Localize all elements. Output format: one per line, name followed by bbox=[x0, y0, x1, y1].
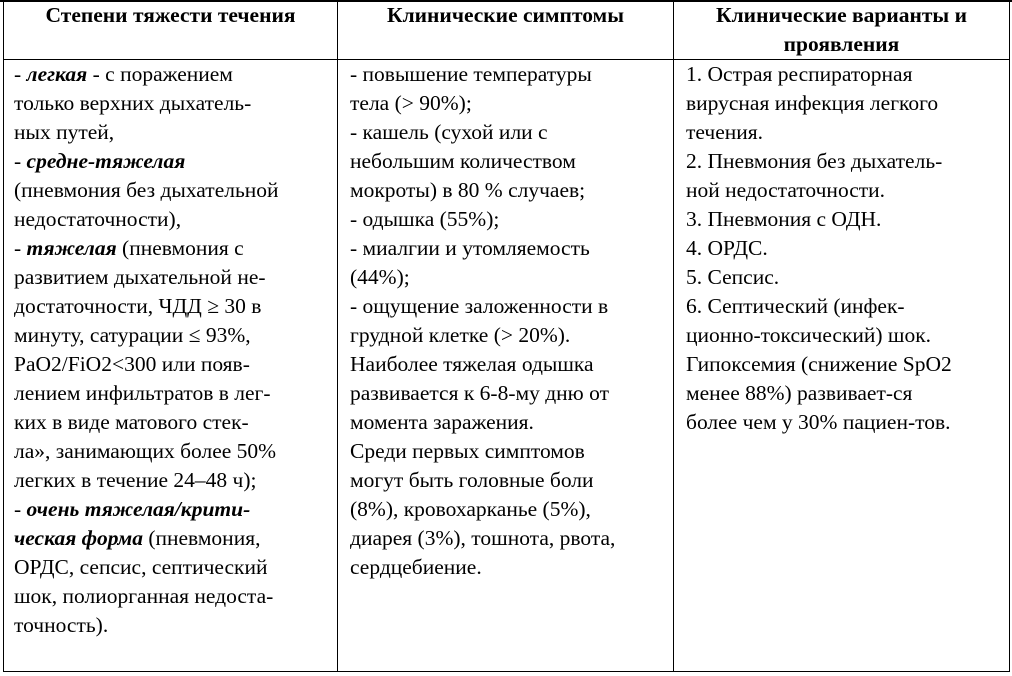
variant-line: менее 88%) развивает-ся bbox=[686, 381, 913, 405]
variant-line: 2. Пневмония без дыхатель- bbox=[686, 149, 943, 173]
symptom-line: могут быть головные боли bbox=[350, 468, 594, 492]
symptom-line: - ощущение заложенности в bbox=[350, 294, 609, 318]
text-fragment: (пневмония, bbox=[142, 526, 261, 550]
variant-line: ной недостаточности. bbox=[686, 178, 886, 202]
symptom-line: небольшим количеством bbox=[350, 149, 576, 173]
symptom-line: развивается к 6-8-му дню от bbox=[350, 381, 609, 405]
covid-severity-table bbox=[3, 0, 1010, 672]
severity-line: достаточности, ЧДД ≥ 30 в bbox=[14, 294, 262, 318]
severity-line bbox=[14, 234, 329, 263]
symptoms-cell bbox=[338, 60, 674, 672]
severity-critical-term: ческая форма bbox=[14, 526, 143, 550]
severity-line: развитием дыхательной не- bbox=[14, 265, 266, 289]
severity-severe-term: тяжелая bbox=[26, 236, 117, 260]
severity-mild-term: легкая bbox=[26, 62, 88, 86]
variant-line: ционно-токсический) шок. bbox=[686, 323, 932, 347]
bullet-dash: - bbox=[14, 149, 27, 173]
severity-line bbox=[14, 60, 329, 89]
text-fragment: - с поражением bbox=[87, 62, 233, 86]
variant-line: вирусная инфекция легкого bbox=[686, 91, 939, 115]
symptom-line: тела (> 90%); bbox=[350, 91, 472, 115]
variant-line: 5. Сепсис. bbox=[686, 265, 780, 289]
header-symptoms: Клинические симптомы bbox=[338, 1, 674, 60]
symptom-line: момента заражения. bbox=[350, 410, 534, 434]
symptom-line: (44%); bbox=[350, 265, 410, 289]
severity-line: ОРДС, сепсис, септический bbox=[14, 555, 268, 579]
severity-line: (пневмония без дыхательной bbox=[14, 178, 279, 202]
severity-line: минуту, сатурации ≤ 93%, bbox=[14, 323, 251, 347]
symptom-line: Среди первых симптомов bbox=[350, 439, 585, 463]
bullet-dash: - bbox=[14, 236, 27, 260]
severity-line: точность). bbox=[14, 613, 109, 637]
severity-moderate-term: средне-тяжелая bbox=[26, 149, 186, 173]
severity-line: лением инфильтратов в лег- bbox=[14, 381, 271, 405]
symptom-line: - повышение температуры bbox=[350, 62, 592, 86]
symptom-line: - кашель (сухой или с bbox=[350, 120, 548, 144]
severity-line: недостаточности), bbox=[14, 207, 182, 231]
variant-line: 3. Пневмония с ОДН. bbox=[686, 207, 882, 231]
header-severity: Степени тяжести течения bbox=[4, 1, 338, 60]
variant-line: 4. ОРДС. bbox=[686, 236, 768, 260]
bullet-dash: - bbox=[14, 62, 27, 86]
variant-line: 1. Острая респираторная bbox=[686, 62, 913, 86]
variants-cell bbox=[674, 60, 1010, 672]
variant-line: 6. Септический (инфек- bbox=[686, 294, 905, 318]
severity-line: ных путей, bbox=[14, 120, 115, 144]
severity-critical-term: очень тяжелая/крити- bbox=[26, 497, 251, 521]
severity-line bbox=[14, 495, 329, 524]
symptom-line: диарея (3%), тошнота, рвота, bbox=[350, 526, 616, 550]
symptom-line: грудной клетке (> 20%). bbox=[350, 323, 571, 347]
table-body-row bbox=[4, 60, 1010, 672]
severity-line: PaO2/FiO2<300 или появ- bbox=[14, 352, 250, 376]
text-fragment: (пневмония с bbox=[116, 236, 244, 260]
symptom-line: - одышка (55%); bbox=[350, 207, 500, 231]
severity-line: легких в течение 24–48 ч); bbox=[14, 468, 257, 492]
severity-line bbox=[14, 147, 329, 176]
severity-line: шок, полиорганная недоста- bbox=[14, 584, 274, 608]
severity-cell bbox=[4, 60, 338, 672]
variant-line: более чем у 30% пациен-тов. bbox=[686, 410, 951, 434]
severity-line: только верхних дыхатель- bbox=[14, 91, 252, 115]
symptom-line: - миалгии и утомляемость bbox=[350, 236, 590, 260]
severity-line bbox=[14, 524, 329, 553]
severity-line: ла», занимающих более 50% bbox=[14, 439, 277, 463]
symptom-line: мокроты) в 80 % случаев; bbox=[350, 178, 586, 202]
symptom-line: сердцебиение. bbox=[350, 555, 482, 579]
bullet-dash: - bbox=[14, 497, 27, 521]
variant-line: Гипоксемия (снижение SpO2 bbox=[686, 352, 952, 376]
symptom-line: (8%), кровохарканье (5%), bbox=[350, 497, 591, 521]
variant-line: течения. bbox=[686, 120, 764, 144]
severity-line: ких в виде матового стек- bbox=[14, 410, 249, 434]
symptom-line: Наиболее тяжелая одышка bbox=[350, 352, 594, 376]
table-header-row bbox=[4, 1, 1010, 60]
header-variants: Клинические варианты и проявления bbox=[674, 1, 1010, 60]
